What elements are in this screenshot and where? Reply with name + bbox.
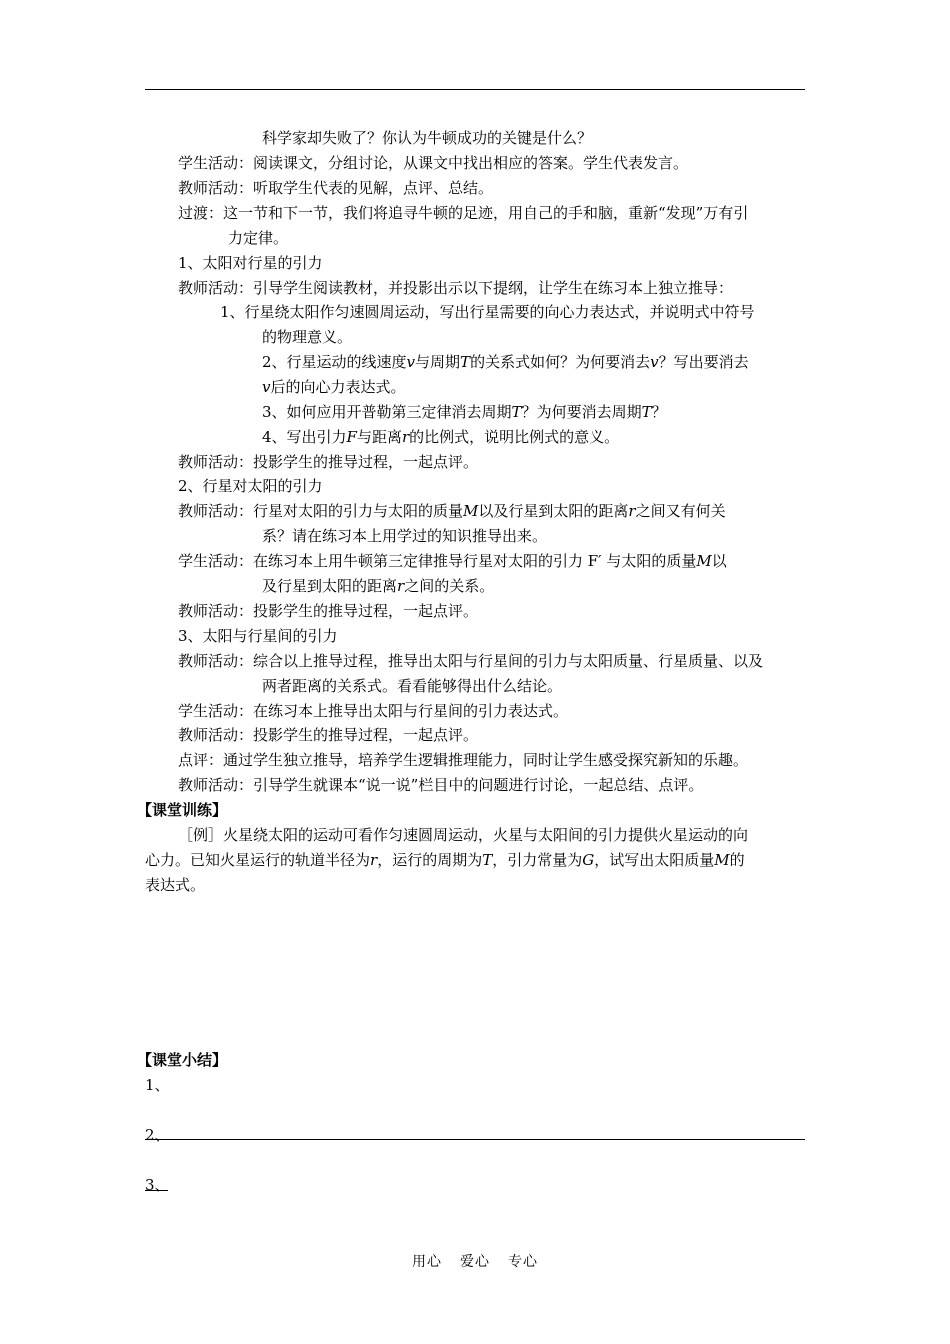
summary-item: 1、: [145, 1076, 170, 1094]
text-line: 两者距离的关系式。看看能够得出什么结论。: [262, 677, 563, 695]
text-line: 点评：通过学生独立推导，培养学生逻辑推理能力，同时让学生感受探究新知的乐趣。: [178, 751, 749, 769]
text-line: 教师活动：投影学生的推导过程，一起点评。: [178, 602, 479, 620]
example-text: 心力。已知火星运行的轨道半径为r，运行的周期为T，引力常量为G，试写出太阳质量M的: [145, 851, 745, 869]
page-footer: [0, 1251, 950, 1271]
example-text: 表达式。: [145, 876, 206, 894]
outline-item: 1、行星绕太阳作匀速圆周运动，写出行星需要的向心力表达式，并说明式中符号: [220, 303, 755, 321]
footer-word: 爱心: [460, 1254, 490, 1270]
text-line: 教师活动：引导学生就课本“说一说”栏目中的问题进行讨论，一起总结、点评。: [178, 776, 704, 794]
text-line: 过渡：这一节和下一节，我们将追寻牛顿的足迹，用自己的手和脑，重新“发现”万有引: [178, 204, 749, 222]
footer-word: 专心: [508, 1254, 538, 1270]
footer-word: 用心: [412, 1254, 442, 1270]
outline-item: 3、如何应用开普勒第三定律消去周期T？为何要消去周期T？: [262, 403, 667, 421]
text-line: 教师活动：投影学生的推导过程，一起点评。: [178, 726, 479, 744]
text-line: 学生活动：阅读课文，分组讨论，从课文中找出相应的答案。学生代表发言。: [178, 154, 689, 172]
header-rule: [145, 89, 805, 90]
outline-item: v后的向心力表达式。: [262, 378, 406, 396]
text-line: 教师活动：综合以上推导过程，推导出太阳与行星间的引力与太阳质量、行星质量、以及: [178, 652, 764, 670]
text-line: 教师活动：投影学生的推导过程，一起点评。: [178, 453, 479, 471]
text-line: 教师活动：听取学生代表的见解，点评、总结。: [178, 179, 494, 197]
example-text: ［例］火星绕太阳的运动可看作匀速圆周运动，火星与太阳间的引力提供火星运动的向: [178, 826, 749, 844]
section-title-training: 【课堂训练】: [137, 801, 228, 819]
outline-item: 的物理意义。: [262, 328, 353, 346]
fill-in-line: [145, 1139, 805, 1140]
outline-item: 4、写出引力F与距离r的比例式，说明比例式的意义。: [262, 428, 620, 446]
outline-item: 2、行星运动的线速度v与周期T的关系式如何？为何要消去v？写出要消去: [262, 353, 749, 371]
text-line: 教师活动：引导学生阅读教材，并投影出示以下提纲，让学生在练习本上独立推导：: [178, 279, 734, 297]
text-line: 力定律。: [228, 229, 289, 247]
text-line: 及行星到太阳的距离r之间的关系。: [262, 577, 495, 595]
summary-item: 2、: [145, 1126, 170, 1144]
text-line: 科学家却失败了？你认为牛顿成功的关键是什么？: [262, 129, 593, 147]
text-line: 系？请在练习本上用学过的知识推导出来。: [262, 527, 548, 545]
text-line: 教师活动：行星对太阳的引力与太阳的质量M以及行星到太阳的距离r之间又有何关: [178, 502, 726, 520]
section-heading: 1、太阳对行星的引力: [178, 254, 323, 272]
section-heading: 3、太阳与行星间的引力: [178, 627, 338, 645]
section-title-summary: 【课堂小结】: [137, 1051, 228, 1069]
text-line: 学生活动：在练习本上用牛顿第三定律推导行星对太阳的引力 F′ 与太阳的质量M以: [178, 552, 727, 570]
fill-in-line: [145, 1190, 168, 1191]
section-heading: 2、行星对太阳的引力: [178, 477, 323, 495]
summary-item: 3、: [145, 1176, 170, 1194]
text-line: 学生活动：在练习本上推导出太阳与行星间的引力表达式。: [178, 702, 569, 720]
